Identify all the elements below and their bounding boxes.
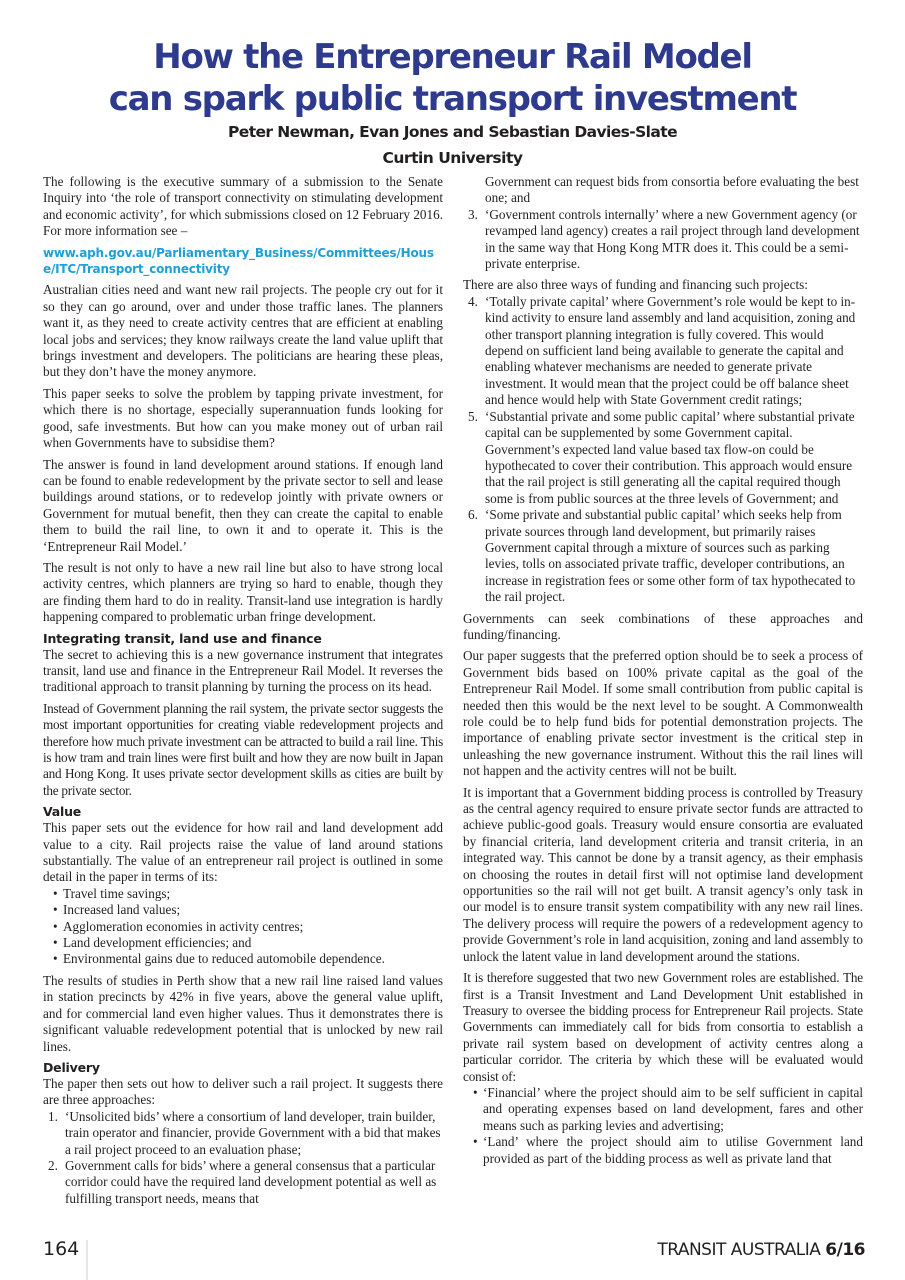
approaches-list [43,1109,443,1207]
title-line-2: can spark public transport investment [108,79,797,119]
paragraph: The result is not only to have a new rail line but also to have strong local activity centres, which planners are trying so hard to enable, though they are finding them hard to do in reality. Transit-land use integration is hardly happening compared to problematic urban fringe development. [43,559,443,625]
article-title [0,36,905,120]
paragraph: It is important that a Government bidding process is controlled by Treasury as the central agency required to ensure private sector funds are attracted to achieve public-good goals. Treasury would ensure consortia are evaluated by financial criteria, land development criteria and transit criteria, in an integrated way. This cannot be done by a transit agency, as their emphasis on choosing the routes in detail first will not optimise land development opportunities so the rail will not get built. A transit agency’s only task in our model is to ensure transit system compatibility with any new rail lines. The delivery process will require the powers of a redevelopment agency to provide Government’s role in land acquisition, zoning and land assembly to unlock the latent value in land development around the stations. [463,784,863,964]
value-list [43,886,443,968]
list-item: • Land development efficiencies; and [63,935,443,951]
article-affiliation: Curtin University [382,149,523,167]
section-heading-value: Value [43,804,82,820]
paragraph: This paper seeks to solve the problem by tapping private investment, for which there is no shortage, especially superannuation funds looking for good, safe investments. But how can you make money out of urban rail when Governments have to subsidise them? [43,385,443,451]
publication-footer [657,1240,865,1260]
title-line-1: How the Entrepreneur Rail Model [153,37,752,77]
inquiry-link[interactable]: www.aph.gov.au/Parliamentary_Business/Committees/House/ITC/Transport_connectivity [43,245,434,277]
left-column [43,174,443,1212]
article-authors: Peter Newman, Evan Jones and Sebastian Davies-Slate [228,123,677,141]
approach-2-continued: Government can request bids from consortia before evaluating the best one; and [485,174,859,206]
criteria-list [463,1085,863,1167]
approaches-list-continued [463,207,863,273]
page-number: 164 [43,1238,80,1260]
paragraph: The results of studies in Perth show that a new rail line raised land values in station precincts by 42% in five years, above the general value uplift, and for commercial land even higher values. Thus it demonstrates there is significant valuable redevelopment potential that is unlocked by new rail lines. [43,972,443,1054]
paragraph: It is therefore suggested that two new Government roles are established. The first is a Transit Investment and Land Development Unit established in Treasury to oversee the bidding process for Entrepreneur Rail projects. State Governments can immediately call for bids from consortia to establish a private rail system based on development of activity centres along a particular corridor. The criteria by which these will be evaluated would consist of: [463,970,863,1084]
list-item: • Environmental gains due to reduced automobile dependence. [63,951,443,967]
list-item: 1. ‘Unsolicited bids’ where a consortium of land developer, train builder, train operator and financier, provide Government with a bid that makes a rail project proceed to an evaluation phase; [48,1108,441,1157]
list-item: • ‘Land’ where the project should aim to utilise Government land provided as part of the bidding process as well as private land that [483,1134,863,1167]
list-item: 3. ‘Government controls internally’ where a new Government agency (or revamped land agency) creates a rail project through land development in the same way that Hong Kong MTR does it. This could be a semi-private enterprise. [468,206,860,272]
paragraph: There are also three ways of funding and financing such projects: [463,277,808,293]
paragraph: Australian cities need and want new rail projects. The people cry out for it so they can go around, over and under those traffic lanes. The planners want it, as they need to create activity centres that are efficient at enabling local jobs and services; they know railways create the land value uplift that brings investment and developers. The politicians are hearing these pleas, but they don’t have the money anymore. [43,282,443,380]
paragraph: The answer is found in land development around stations. If enough land can be found to enable redevelopment by the private sector to sell and lease buildings around stations, or to redevelop jointly with private owners or Government for mutual benefit, then they can create the capital to enable them to build the rail line, to own it and to operate it. This is the ‘Entrepreneur Rail Model.’ [43,456,443,554]
paragraph: The secret to achieving this is a new governance instrument that integrates transit, land use and finance in the Entrepreneur Rail Model. It reverses the traditional approach to transit planning by turning the process on its head. [43,646,443,695]
list-item: • ‘Financial’ where the project should aim to be self sufficient in capital and operating expenses based on land development, fares and other means such as parking levies and advertising; [483,1085,863,1134]
paragraph: This paper sets out the evidence for how rail and land development add value to a city. Rail projects raise the value of land around stations substantially. The value of an entrepreneur rail project is outlined in some detail in the paper in terms of its: [43,820,443,885]
paragraph: The paper then sets out how to deliver such a rail project. It suggests there are three approaches: [43,1075,443,1108]
funding-list [463,294,863,606]
publication-name: TRANSIT AUSTRALIA [657,1240,821,1260]
intro-paragraph: The following is the executive summary of a submission to the Senate Inquiry into ‘the role of transport connectivity on stimulating development and economic activity’, for which submissions closed on 12 February 2016. For more information see – [43,174,443,239]
section-heading-delivery: Delivery [43,1059,100,1075]
article-header [0,36,905,168]
list-item: 2. Government calls for bids’ where a general consensus that a particular corridor could have the required land development potential as well as fulfilling transport needs, means that [48,1157,437,1206]
issue-number: 6/16 [825,1240,865,1260]
list-item: • Increased land values; [63,902,443,918]
paragraph: Our paper suggests that the preferred option should be to seek a process of Government bids based on 100% private capital as the goal of the Entrepreneur Rail Model. If some small contribution from public capital is needed then this would be the next level to be sought. A Commonwealth role could be to help fund bids for potential demonstration projects. The importance of enabling private sector investment is the critical step in unleashing the new governance instrument. Without this the rail lines will not happen and the activity centres will not be built. [463,648,863,779]
right-column [463,174,863,1172]
section-heading-integrating: Integrating transit, land use and finance [43,630,322,646]
list-item: • Agglomeration economies in activity centres; [63,919,443,935]
paragraph: Governments can seek combinations of these approaches and funding/financing. [463,610,863,642]
list-item: 6. ‘Some private and substantial public capital’ which seeks help from private sources through land development, but primarily raises Government capital through a mixture of sources such as parking levies, tolls on associated private traffic, developer contributions, an increase in registration fees or some other form of tax hypothecated to the rail project. [468,507,856,605]
list-item: • Travel time savings; [63,886,443,902]
list-item: 5. ‘Substantial private and some public capital’ where substantial private capital can be supplemented by some Government capital. Government’s expected land value based tax flow-on could be hypothecated to cover their contribution. This approach would ensure that the rail project is still generating all the capital required though some is from public sources at the three levels of Government; and [468,408,855,506]
list-item: 4. ‘Totally private capital’ where Government’s role would be kept to in-kind activity to ensure land assembly and land acquisition, zoning and other transport planning integration is fully covered. This would depend on sufficient land being available to generate the capital and enabling whatever mechanisms are needed to generate private investment. It would mean that the project could be off balance sheet and hence would help with State Government credit ratings; [468,293,856,408]
paragraph: Instead of Government planning the rail system, the private sector suggests the most important opportunities for creating viable redevelopment projects and therefore how much private investment can be attracted to build a rail line. This is how tram and train lines were first built and how they are now built in Japan and Hong Kong. It uses private sector development skills as cities are built by the private sector. [43,700,443,798]
footer-divider [86,1240,88,1280]
